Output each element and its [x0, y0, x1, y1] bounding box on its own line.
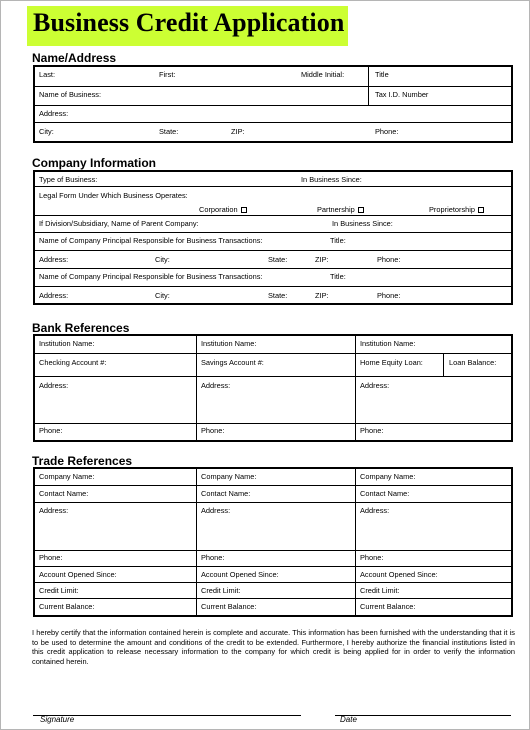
trade-3-company-field[interactable]: Company Name: [360, 472, 416, 481]
principal-2-name-field[interactable]: Name of Company Principal Responsible for Business Transactions: [39, 272, 263, 281]
bank-1-address-field[interactable]: Address: [39, 381, 69, 390]
bank-3-phone-field[interactable]: Phone: [360, 426, 384, 435]
home-equity-loan-field[interactable]: Home Equity Loan: [360, 358, 423, 367]
trade-1-credit-limit-field[interactable]: Credit Limit: [39, 586, 79, 595]
principal-1-address-field[interactable]: Address: [39, 255, 69, 264]
trade-1-contact-field[interactable]: Contact Name: [39, 489, 89, 498]
bank-box [33, 334, 513, 442]
trade-1-phone-field[interactable]: Phone: [39, 553, 63, 562]
trade-address-row [35, 503, 511, 551]
principal-2-zip-field[interactable]: ZIP: [315, 291, 329, 300]
trade-company-row [35, 469, 511, 486]
bank-2-address-field[interactable]: Address: [201, 381, 231, 390]
principal-2-address-row [35, 287, 511, 303]
trade-2-credit-limit-field[interactable]: Credit Limit: [201, 586, 241, 595]
phone-field[interactable]: Phone: [375, 127, 399, 136]
signature-label: Signature [40, 715, 75, 724]
date-line[interactable] [335, 715, 511, 716]
type-of-business-field[interactable]: Type of Business: [39, 175, 98, 184]
address-row [35, 106, 511, 123]
bank-account-row [35, 354, 511, 377]
tax-id-field[interactable]: Tax I.D. Number [375, 90, 429, 99]
trade-3-address-field[interactable]: Address: [360, 506, 390, 515]
bank-1-phone-field[interactable]: Phone: [39, 426, 63, 435]
first-name-field[interactable]: First: [159, 70, 176, 79]
trade-1-address-field[interactable]: Address: [39, 506, 69, 515]
principal-2-title-field[interactable]: Title: [330, 272, 346, 281]
trade-balance-row [35, 599, 511, 615]
trade-contact-row [35, 486, 511, 503]
principal-1-address-row [35, 251, 511, 269]
trade-3-phone-field[interactable]: Phone: [360, 553, 384, 562]
corporation-option[interactable]: Corporation [199, 205, 247, 214]
principal-2-state-field[interactable]: State: [268, 291, 288, 300]
bank-institution-row [35, 336, 511, 354]
trade-phone-row [35, 551, 511, 567]
trade-1-opened-field[interactable]: Account Opened Since: [39, 570, 117, 579]
certification-text: I hereby certify that the information contained herein is complete and accurate. This information has been furnished with the understanding that it is to be used to determine the amount and conditions of the credit to be extended. Furthermore, I hereby authorize the financial institutions listed in this credit application to release necessary information to the company for which credit is being applied for in order to verify the information contained herein. [32, 628, 515, 666]
address-field[interactable]: Address: [39, 109, 69, 118]
trade-1-company-field[interactable]: Company Name: [39, 472, 95, 481]
trade-2-company-field[interactable]: Company Name: [201, 472, 257, 481]
form-title: Business Credit Application [33, 8, 345, 37]
principal-1-name-field[interactable]: Name of Company Principal Responsible for Business Transactions: [39, 236, 263, 245]
bank-phone-row [35, 424, 511, 440]
state-field[interactable]: State: [159, 127, 179, 136]
proprietorship-option[interactable]: Proprietorship [429, 205, 484, 214]
trade-2-contact-field[interactable]: Contact Name: [201, 489, 251, 498]
trade-3-balance-field[interactable]: Current Balance: [360, 602, 416, 611]
trade-2-phone-field[interactable]: Phone: [201, 553, 225, 562]
company-box [33, 170, 513, 305]
bank-2-phone-field[interactable]: Phone: [201, 426, 225, 435]
bank-3-address-field[interactable]: Address: [360, 381, 390, 390]
partnership-option[interactable]: Partnership [317, 205, 364, 214]
bank-2-institution-field[interactable]: Institution Name: [201, 339, 257, 348]
loan-balance-field[interactable]: Loan Balance: [449, 358, 497, 367]
principal-1-zip-field[interactable]: ZIP: [315, 255, 329, 264]
trade-3-contact-field[interactable]: Contact Name: [360, 489, 410, 498]
checking-account-field[interactable]: Checking Account #: [39, 358, 107, 367]
bank-1-institution-field[interactable]: Institution Name: [39, 339, 95, 348]
trade-opened-row [35, 567, 511, 583]
principal-2-address-field[interactable]: Address: [39, 291, 69, 300]
principal-1-phone-field[interactable]: Phone: [377, 255, 401, 264]
zip-field[interactable]: ZIP: [231, 127, 245, 136]
trade-3-opened-field[interactable]: Account Opened Since: [360, 570, 438, 579]
title-field[interactable]: Title [375, 70, 389, 79]
principal-2-row [35, 269, 511, 287]
last-name-field[interactable]: Last: [39, 70, 56, 79]
section-title-company: Company Information [32, 156, 157, 170]
section-title-trade: Trade References [32, 454, 133, 468]
principal-2-city-field[interactable]: City: [155, 291, 170, 300]
principal-1-row [35, 233, 511, 251]
section-title-name-address: Name/Address [32, 51, 117, 65]
trade-box [33, 467, 513, 617]
type-row [35, 172, 511, 187]
parent-in-business-since-field[interactable]: In Business Since: [332, 219, 393, 228]
trade-1-balance-field[interactable]: Current Balance: [39, 602, 95, 611]
legal-form-label: Legal Form Under Which Business Operates: [39, 191, 188, 200]
bank-3-institution-field[interactable]: Institution Name: [360, 339, 416, 348]
business-row [35, 87, 511, 106]
business-name-field[interactable]: Name of Business: [39, 90, 102, 99]
principal-1-title-field[interactable]: Title: [330, 236, 346, 245]
middle-initial-field[interactable]: Middle Initial: [301, 70, 345, 79]
name-row [35, 67, 511, 87]
date-label: Date [340, 715, 357, 724]
trade-2-balance-field[interactable]: Current Balance: [201, 602, 257, 611]
principal-1-city-field[interactable]: City: [155, 255, 170, 264]
principal-1-state-field[interactable]: State: [268, 255, 288, 264]
parent-company-field[interactable]: If Division/Subsidiary, Name of Parent Company: [39, 219, 199, 228]
trade-3-credit-limit-field[interactable]: Credit Limit: [360, 586, 400, 595]
partnership-checkbox[interactable] [358, 207, 364, 213]
trade-2-opened-field[interactable]: Account Opened Since: [201, 570, 279, 579]
in-business-since-field[interactable]: In Business Since: [301, 175, 362, 184]
division-row [35, 216, 511, 233]
trade-credit-row [35, 583, 511, 599]
corporation-checkbox[interactable] [241, 207, 247, 213]
bank-address-row [35, 377, 511, 424]
city-row [35, 123, 511, 141]
legal-form-row [35, 187, 511, 216]
principal-2-phone-field[interactable]: Phone: [377, 291, 401, 300]
section-title-bank: Bank References [32, 321, 130, 335]
name-address-box [33, 65, 513, 143]
city-field[interactable]: City: [39, 127, 54, 136]
proprietorship-checkbox[interactable] [478, 207, 484, 213]
savings-account-field[interactable]: Savings Account #: [201, 358, 264, 367]
trade-2-address-field[interactable]: Address: [201, 506, 231, 515]
